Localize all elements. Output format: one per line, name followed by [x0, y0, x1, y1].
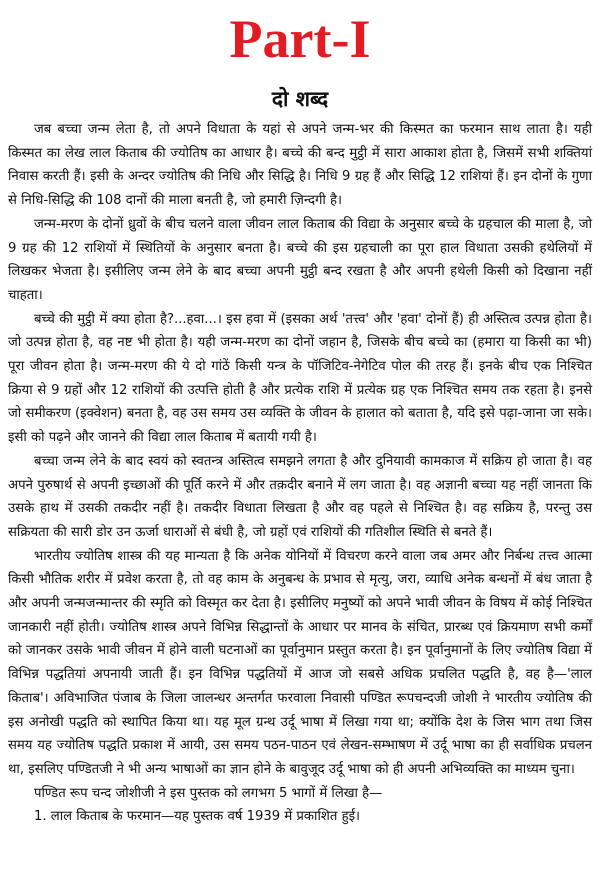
paragraph: पण्डित रूप चन्द जोशीजी ने इस पुस्तक को लगभग 5 भागों में लिखा है—	[34, 785, 383, 801]
paragraph: जब बच्चा जन्म लेता है, तो अपने विधाता के यहां से अपने जन्म-भर की किस्मत का फरमान साथ लाता है। यही किस्मत का लेख लाल किताब की ज्योतिष का आधार है। बच्चे की बन्द मुट्ठी में सारा आकाश होता है, जिसमें सभी शक्तियां निवास करती हैं। इसी के अन्दर ज्योतिष की निधि और सिद्धि है। निधि 9 ग्रह हैं और सिद्धि 12 राशियां हैं। इन दोनों के गुणा से निधि-सिद्धि की 108 दानों की माला बनती है, जो हमारी ज़िन्दगी है।	[8, 122, 592, 209]
paragraph: बच्चा जन्म लेने के बाद स्वयं को स्वतन्त्र अस्तित्व समझने लगता है और दुनियावी कामकाज में सक्रिय हो जाता है। वह अपने पुरुषार्थ से अपनी इच्छाओं की पूर्ति करने में और तक़दीर बनाने में लग जाता है। वह अज्ञानी बच्चा यह नहीं जानता कि उसके हाथ में उसकी तकदीर नहीं है। तकदीर विधाता लिखता है और वह पहले से निश्चित है। वह सक्रिय है, परन्तु उस सक्रियता की सारी डोर उन ऊर्जा धाराओं से बंधी है, जो ग्रहों एवं राशियों की गतिशील स्थिति से बनते हैं।	[8, 453, 592, 540]
list-item: 1. लाल किताब के फरमान—यह पुस्तक वर्ष 1939 में प्रकाशित हुई।	[34, 809, 361, 825]
paragraph: जन्म-मरण के दोनों ध्रुवों के बीच चलने वाला जीवन लाल किताब की विद्या के अनुसार बच्चे के ग्रहचाल की माला है, जो 9 ग्रह की 12 राशियों में स्थितियों के अनुसार बनता है। बच्चे की इस ग्रहचाली का पूरा हाल विधाता उसकी हथेलियों में लिखकर भेजता है। इसीलिए जन्म लेने के बाद बच्चा अपनी मुट्ठी बन्द रखता है और अपनी हथेली किसी को दिखाना नहीं चाहता।	[8, 216, 592, 303]
section-title: दो शब्द	[271, 87, 329, 111]
body-text	[8, 118, 592, 829]
paragraph: बच्चे की मुट्ठी में क्या होता है?...हवा...। इस हवा में (इसका अर्थ 'तत्त्व' और 'हवा' दोनों हैं) ही अस्तित्व उत्पन्न होता है। जो उत्पन्न होता है, वह नष्ट भी होता है। यही जन्म-मरण का दोनों जहान है, जिसके बीच बच्चे का (हमारा या किसी का भी) पूरा जीवन होता है। जन्म-मरण की ये दो गांठें किसी यन्त्र के पॉजिटिव-नेगेटिव पोल की तरह हैं। इनके बीच एक निश्चित क्रिया से 9 ग्रहों और 12 राशियों की उत्पत्ति होती है और प्रत्येक राशि में प्रत्येक ग्रह एक निश्चित समय तक रहता है। इनसे जो समीकरण (इक्वेशन) बनता है, वह उस समय उस व्यक्ति के जीवन के हालात को बताता है, यदि इसे पढ़ा-जाना जा सके। इसी को पढ़ने और जानने की विद्या लाल किताब में बतायी गयी है।	[8, 311, 592, 446]
part-title: Part-I	[229, 9, 371, 69]
paragraph: भारतीय ज्योतिष शास्त्र की यह मान्यता है कि अनेक योनियों में विचरण करने वाला जब अमर और निर्बन्ध तत्त्व आत्मा किसी भौतिक शरीर में प्रवेश करता है, तो वह काम के अनुबन्ध के प्रभाव से मृत्यु, जरा, व्याधि अनेक बन्धनों में बंध जाता है और अपनी जन्मजन्मान्तर की स्मृति को विस्मृत कर देता है। इसीलिए मनुष्यों को अपने भावी जीवन के विषय में कोई निश्चित जानकारी नहीं होती। ज्योतिष शास्त्र अपने विभिन्न सिद्धान्तों के आधार पर मानव के संचित, प्रारब्ध एवं क्रियमाण सभी कर्मों को जानकर उसके भावी जीवन में होने वाली घटनाओं का पूर्वानुमान प्रस्तुत करता है। इन पूर्वानुमानों के लिए ज्योतिष विद्या में विभिन्न पद्धतियां अपनायी जाती हैं। इन विभिन्न पद्धतियों में आज जो सबसे अधिक प्रचलित पद्धति है, वह है—'लाल किताब'। अविभाजित पंजाब के जिला जालन्धर अन्तर्गत फरवाला निवासी पण्डित रूपचन्दजी जोशी ने भारतीय ज्योतिष की इस अनोखी पद्धति को स्थापित किया था। यह मूल ग्रन्थ उर्दू भाषा में लिखा गया था; क्योंकि देश के जिस भाग तथा जिस समय यह ज्योतिष पद्धति प्रकाश में आयी, उस समय पठन-पाठन एवं लेखन-सम्भाषण में उर्दू भाषा का ही सर्वाधिक प्रचलन था, इसलिए पण्डितजी ने भी अन्य भाषाओं का ज्ञान होने के बावुजूद उर्दू भाषा को ही अपनी अभिव्यक्ति का माध्यम चुना।	[8, 548, 592, 777]
